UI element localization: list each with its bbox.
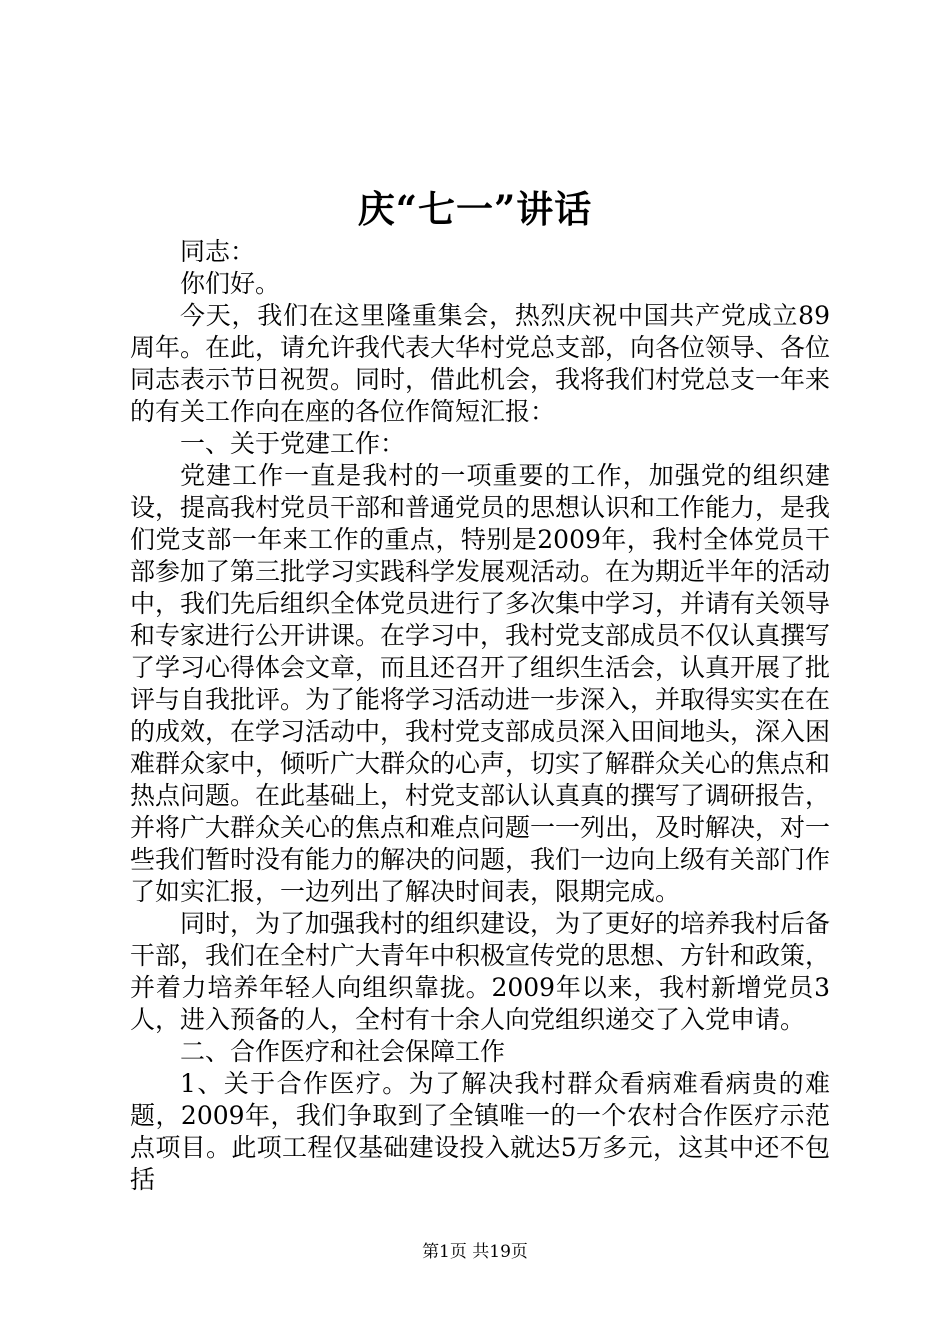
organization-building-paragraph: 同时，为了加强我村的组织建设，为了更好的培养我村后备干部，我们在全村广大青年中积极宣传党的思想、方针和政策，并着力培养年轻人向组织靠拢。2009年以来，我村新增党员3人，进入预备的人，全村有十余人向党组织递交了入党申请。 — [130, 909, 831, 1034]
section-heading-party-building: 一、关于党建工作： — [180, 429, 406, 458]
party-building-paragraph: 党建工作一直是我村的一项重要的工作，加强党的组织建设，提高我村党员干部和普通党员的思想认识和工作能力，是我们党支部一年来工作的重点，特别是2009年，我村全体党员干部参加了第三批学习实践科学发展观活动。在为期近半年的活动中，我们先后组织全体党员进行了多次集中学习，并请有关领导和专家进行公开讲课。在学习中，我村党支部成员不仅认真撰写了学习心得体会文章，而且还召开了组织生活会，认真开展了批评与自我批评。为了能将学习活动进一步深入，并取得实实在在的成效，在学习活动中，我村党支部成员深入田间地头，深入困难群众家中，倾听广大群众的心声，切实了解群众关心的焦点和热点问题。在此基础上，村党支部认认真真的撰写了调研报告，并将广大群众关心的焦点和难点问题一一列出，及时解决，对一些我们暂时没有能力的解决的问题，我们一边向上级有关部门作了如实汇报，一边列出了解决时间表，限期完成。 — [130, 461, 831, 906]
opening-paragraph: 今天，我们在这里隆重集会，热烈庆祝中国共产党成立89周年。在此，请允许我代表大华村党总支部，向各位领导、各位同志表示节日祝贺。同时，借此机会，我将我们村党总支一年来的有关工作向在座的各位作简短汇报： — [130, 301, 831, 426]
section-heading-medical-social-security: 二、合作医疗和社会保障工作 — [180, 1037, 506, 1066]
page-number-footer: 第1页 共19页 — [422, 1242, 528, 1262]
greeting: 你们好。 — [180, 269, 281, 298]
cooperative-medical-paragraph: 1、关于合作医疗。为了解决我村群众看病难看病贵的难题，2009年，我们争取到了全镇唯一的一个农村合作医疗示范点项目。此项工程仅基础建设投入就达5万多元，这其中还不包括 — [130, 1069, 830, 1194]
salutation: 同志： — [180, 237, 256, 266]
document-body — [130, 236, 830, 1196]
document-title: 庆“七一”讲话 — [357, 187, 593, 231]
